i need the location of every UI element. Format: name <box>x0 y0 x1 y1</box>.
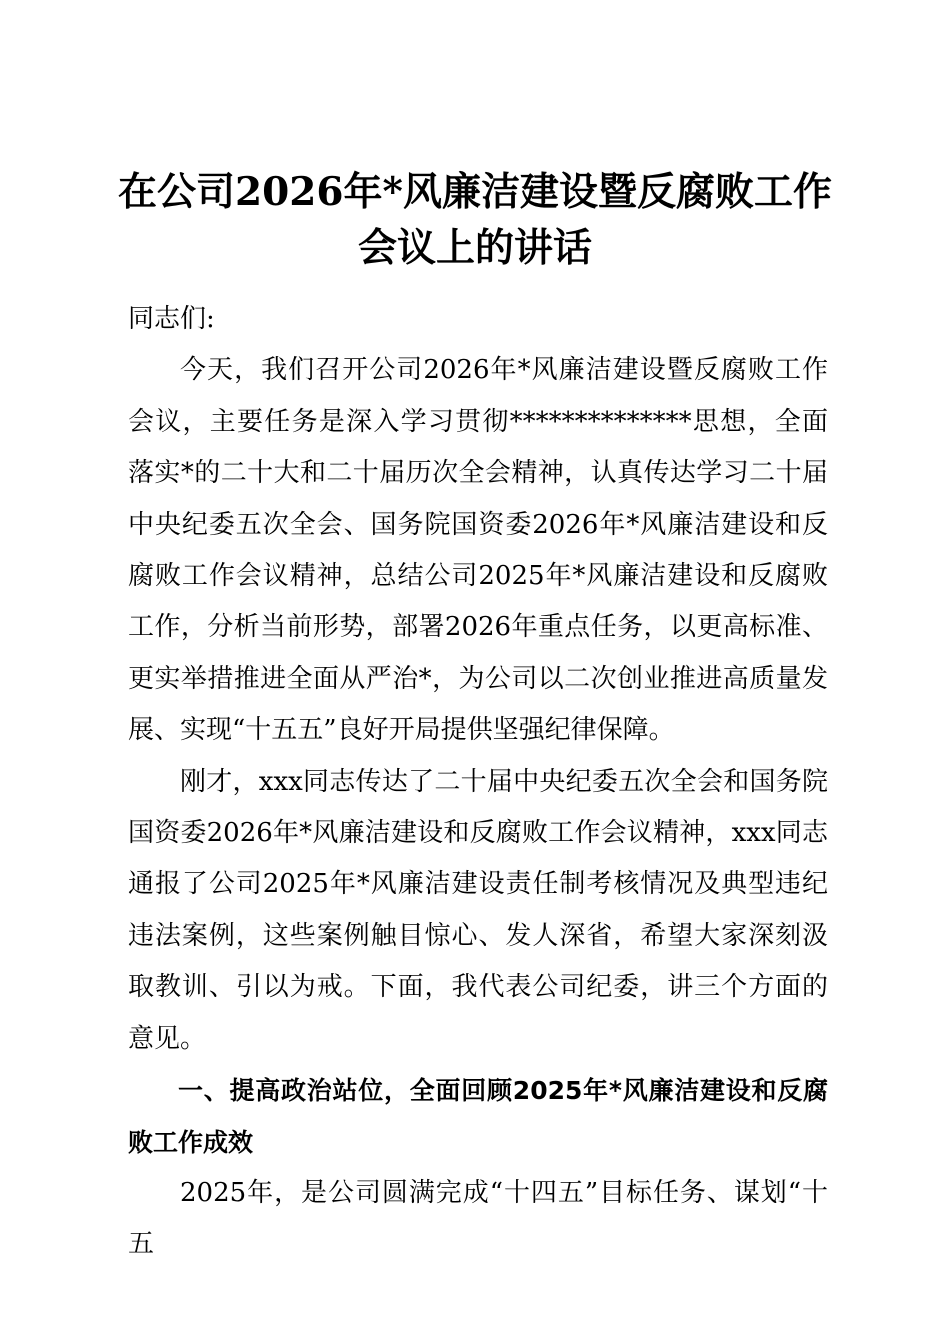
section-heading: 一、提高政治站位，全面回顾2025年*风廉洁建设和反腐败工作成效 <box>128 1076 828 1157</box>
document-title: 在公司2026年*风廉洁建设暨反腐败工作会议上的讲话 <box>118 169 832 271</box>
paragraph-opening: 今天，我们召开公司2026年*风廉洁建设暨反腐败工作会议，主要任务是深入学习贯彻**************思想，全面落实*的二十大和二十届历次全会精神，认真传达学习二十届中央纪委五次全会、国务院国资委2026年*风廉洁建设和反腐败工作会议精神，总结公司2025年*风廉洁建设和反腐败工作，分析当前形势，部署2026年重点任务，以更高标准、更实举措推进全面从严治*，为公司以二次创业推进高质量发展、实现“十五五”良好开局提供坚强纪律保障。 <box>128 355 828 746</box>
document-body <box>128 294 828 1271</box>
paragraph-remarks: 刚才，xxx同志传达了二十届中央纪委五次全会和国务院国资委2026年*风廉洁建设和反腐败工作会议精神，xxx同志通报了公司2025年*风廉洁建设责任制考核情况及典型违纪违法案例，这些案例触目惊心、发人深省，希望大家深刻汲取教训、引以为戒。下面，我代表公司纪委，讲三个方面的意见。 <box>128 766 828 1054</box>
paragraph-section-intro: 2025年，是公司圆满完成“十四五”目标任务、谋划“十五 <box>128 1177 828 1260</box>
salutation: 同志们: <box>128 304 215 334</box>
